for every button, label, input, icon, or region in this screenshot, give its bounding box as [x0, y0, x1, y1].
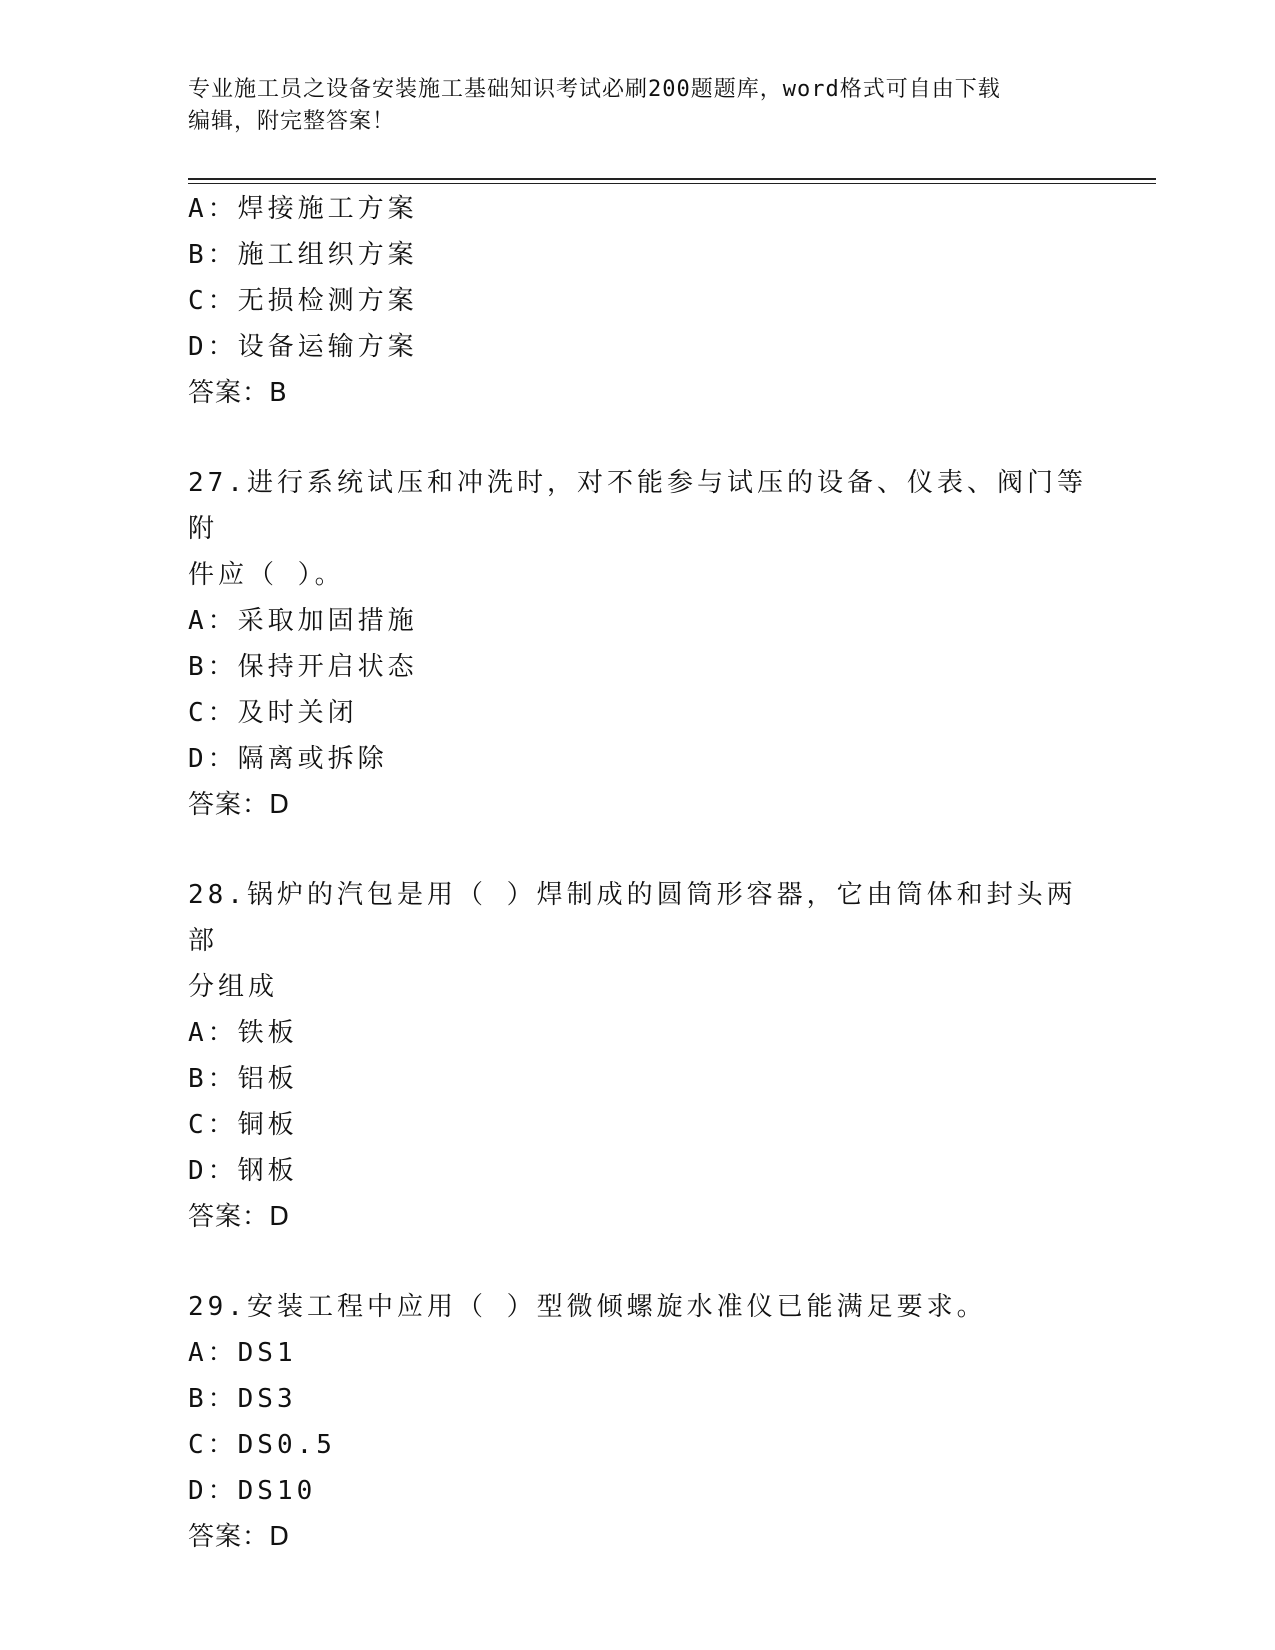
q27-stem-line-2: 件应（ ）。	[188, 560, 345, 590]
question-28	[188, 872, 1088, 1240]
q27-option-b: B：保持开启状态	[188, 652, 418, 682]
header-rule-bottom	[188, 183, 1156, 184]
document-body	[188, 186, 1088, 1560]
q29-stem-line-1: 29.安装工程中应用（ ）型微倾螺旋水准仪已能满足要求。	[188, 1292, 987, 1322]
q28-stem-line-2: 分组成	[188, 972, 279, 1002]
q26-option-d: D：设备运输方案	[188, 332, 418, 362]
q26-option-b: B：施工组织方案	[188, 240, 418, 270]
q29-option-a: A：DS1	[188, 1338, 297, 1368]
document-header	[188, 74, 1088, 138]
question-27	[188, 460, 1088, 828]
q28-option-c: C：铜板	[188, 1110, 298, 1140]
q27-stem-line-1: 27.进行系统试压和冲洗时，对不能参与试压的设备、仪表、阀门等附	[188, 468, 1087, 544]
q26-answer: 答案：B	[188, 378, 288, 408]
q28-option-a: A：铁板	[188, 1018, 298, 1048]
q29-option-b: B：DS3	[188, 1384, 297, 1414]
question-29	[188, 1284, 1088, 1560]
q28-option-b: B：铝板	[188, 1064, 298, 1094]
header-line-1: 专业施工员之设备安装施工基础知识考试必刷200题题库，word格式可自由下载	[188, 77, 1001, 102]
q29-option-d: D：DS10	[188, 1476, 317, 1506]
question-26	[188, 186, 1088, 416]
q29-option-c: C：DS0.5	[188, 1430, 336, 1460]
q27-answer: 答案：D	[188, 790, 291, 820]
q28-option-d: D：钢板	[188, 1156, 298, 1186]
header-line-2: 编辑，附完整答案！	[188, 109, 396, 134]
q28-stem-line-1: 28.锅炉的汽包是用（ ）焊制成的圆筒形容器，它由筒体和封头两部	[188, 880, 1077, 956]
q28-answer: 答案：D	[188, 1202, 291, 1232]
header-rule-top	[188, 178, 1156, 180]
q27-option-c: C：及时关闭	[188, 698, 358, 728]
q27-option-d: D：隔离或拆除	[188, 744, 388, 774]
q26-option-c: C：无损检测方案	[188, 286, 418, 316]
q29-answer: 答案：D	[188, 1522, 291, 1552]
q27-option-a: A：采取加固措施	[188, 606, 418, 636]
q26-option-a: A：焊接施工方案	[188, 194, 418, 224]
